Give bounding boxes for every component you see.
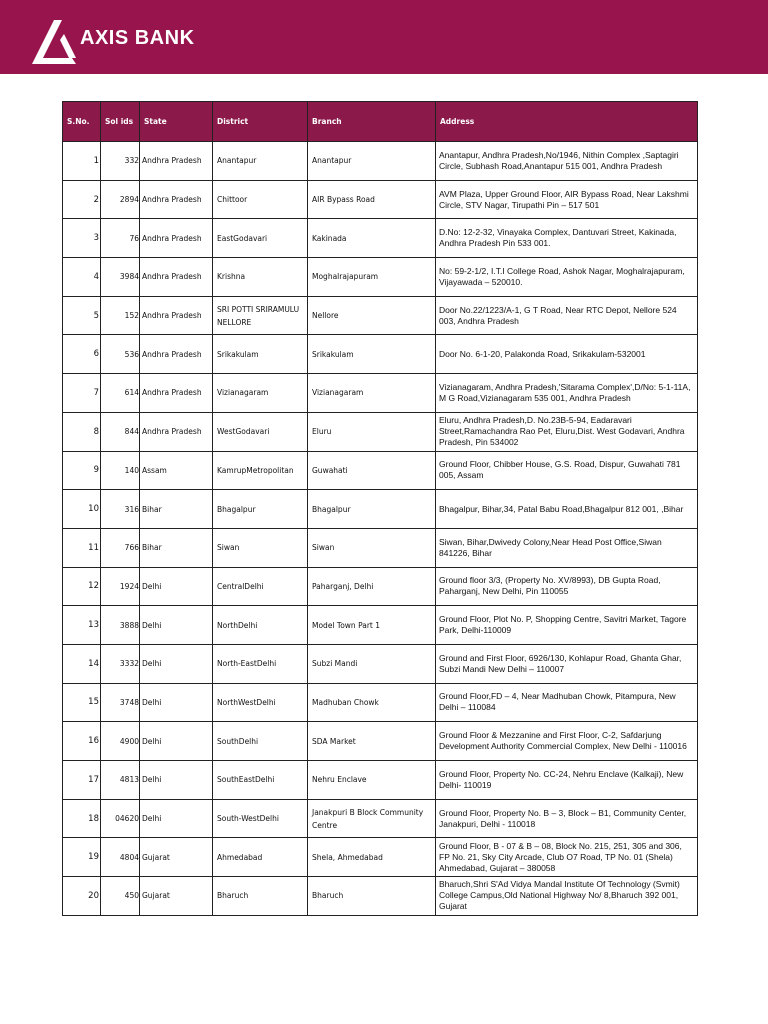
table-row <box>63 567 698 606</box>
cell-sol-id: 04620 <box>101 799 140 838</box>
table-body <box>63 142 698 916</box>
cell-branch: Janakpuri B Block Community Centre <box>308 799 436 838</box>
cell-address: Ground Floor, Plot No. P, Shopping Centre, Savitri Market, Tagore Park, Delhi-110009 <box>436 606 698 645</box>
table-row <box>63 838 698 877</box>
table-header-row <box>63 102 698 142</box>
cell-district: Bhagalpur <box>213 490 308 529</box>
cell-district: Chittoor <box>213 180 308 219</box>
cell-branch: Bhagalpur <box>308 490 436 529</box>
cell-state: Assam <box>140 451 213 490</box>
cell-branch: Shela, Ahmedabad <box>308 838 436 877</box>
cell-sno: 18 <box>63 799 101 838</box>
cell-sol-id: 844 <box>101 412 140 451</box>
cell-sol-id: 3984 <box>101 258 140 297</box>
header-bar <box>0 0 768 74</box>
cell-address: No: 59-2-1/2, I.T.I College Road, Ashok Nagar, Moghalrajapuram, Vijayawada – 520010. <box>436 258 698 297</box>
cell-sol-id: 140 <box>101 451 140 490</box>
cell-sol-id: 3748 <box>101 683 140 722</box>
cell-sol-id: 3888 <box>101 606 140 645</box>
cell-branch: Vizianagaram <box>308 374 436 413</box>
cell-branch: Siwan <box>308 528 436 567</box>
cell-address: Ground Floor,FD – 4, Near Madhuban Chowk, Pitampura, New Delhi – 110084 <box>436 683 698 722</box>
cell-address: D.No: 12-2-32, Vinayaka Complex, Dantuvari Street, Kakinada, Andhra Pradesh Pin 533 001. <box>436 219 698 258</box>
cell-branch: Nehru Enclave <box>308 761 436 800</box>
column-header-branch: Branch <box>308 102 436 142</box>
cell-sol-id: 1924 <box>101 567 140 606</box>
cell-address: Door No.22/1223/A-1, G T Road, Near RTC Depot, Nellore 524 003, Andhra Pradesh <box>436 296 698 335</box>
cell-sno: 7 <box>63 374 101 413</box>
cell-state: Gujarat <box>140 838 213 877</box>
cell-state: Andhra Pradesh <box>140 142 213 181</box>
table-row <box>63 799 698 838</box>
table-row <box>63 258 698 297</box>
cell-address: Door No. 6-1-20, Palakonda Road, Srikakulam-532001 <box>436 335 698 374</box>
cell-district: EastGodavari <box>213 219 308 258</box>
cell-district: Bharuch <box>213 877 308 916</box>
table-row <box>63 877 698 916</box>
cell-branch: Nellore <box>308 296 436 335</box>
table-row <box>63 722 698 761</box>
cell-district: WestGodavari <box>213 412 308 451</box>
table-row <box>63 219 698 258</box>
table-row <box>63 490 698 529</box>
cell-sol-id: 536 <box>101 335 140 374</box>
cell-address: AVM Plaza, Upper Ground Floor, AIR Bypass Road, Near Lakshmi Circle, STV Nagar, Tirupathi Pin – 517 501 <box>436 180 698 219</box>
cell-sno: 13 <box>63 606 101 645</box>
cell-address: Bharuch,Shri S'Ad Vidya Mandal Institute Of Technology (Svmit) College Campus,Old National Highway No/ 8,Bharuch 392 001, Gujarat <box>436 877 698 916</box>
cell-state: Delhi <box>140 606 213 645</box>
cell-state: Andhra Pradesh <box>140 335 213 374</box>
cell-sol-id: 3332 <box>101 644 140 683</box>
cell-state: Delhi <box>140 722 213 761</box>
cell-district: CentralDelhi <box>213 567 308 606</box>
table-row <box>63 335 698 374</box>
cell-state: Delhi <box>140 567 213 606</box>
cell-state: Delhi <box>140 799 213 838</box>
cell-sol-id: 316 <box>101 490 140 529</box>
cell-branch: Moghalrajapuram <box>308 258 436 297</box>
column-header-address: Address <box>436 102 698 142</box>
column-header-state: State <box>140 102 213 142</box>
cell-district: Ahmedabad <box>213 838 308 877</box>
cell-sno: 8 <box>63 412 101 451</box>
cell-state: Delhi <box>140 644 213 683</box>
table-row <box>63 374 698 413</box>
cell-sol-id: 2894 <box>101 180 140 219</box>
cell-branch: Subzi Mandi <box>308 644 436 683</box>
cell-branch: Madhuban Chowk <box>308 683 436 722</box>
cell-branch: Anantapur <box>308 142 436 181</box>
table-row <box>63 412 698 451</box>
cell-district: Vizianagaram <box>213 374 308 413</box>
cell-sno: 5 <box>63 296 101 335</box>
cell-sno: 10 <box>63 490 101 529</box>
cell-state: Bihar <box>140 490 213 529</box>
cell-district: Siwan <box>213 528 308 567</box>
cell-branch: SDA Market <box>308 722 436 761</box>
table-row <box>63 761 698 800</box>
table-row <box>63 180 698 219</box>
cell-district: North-EastDelhi <box>213 644 308 683</box>
cell-sno: 12 <box>63 567 101 606</box>
cell-state: Gujarat <box>140 877 213 916</box>
cell-state: Andhra Pradesh <box>140 374 213 413</box>
cell-address: Vizianagaram, Andhra Pradesh,'Sitarama Complex',D/No: 5-1-11A, M G Road,Vizianagaram 535 001, Andhra Pradesh <box>436 374 698 413</box>
cell-branch: Paharganj, Delhi <box>308 567 436 606</box>
cell-address: Ground floor 3/3, (Property No. XV/8993), DB Gupta Road, Paharganj, New Delhi, Pin 110055 <box>436 567 698 606</box>
cell-state: Andhra Pradesh <box>140 412 213 451</box>
table-row <box>63 606 698 645</box>
cell-branch: Guwahati <box>308 451 436 490</box>
cell-sno: 1 <box>63 142 101 181</box>
cell-branch: Bharuch <box>308 877 436 916</box>
cell-sol-id: 76 <box>101 219 140 258</box>
cell-state: Andhra Pradesh <box>140 258 213 297</box>
table-row <box>63 142 698 181</box>
table-row <box>63 451 698 490</box>
cell-state: Andhra Pradesh <box>140 219 213 258</box>
table-row <box>63 683 698 722</box>
cell-branch: AIR Bypass Road <box>308 180 436 219</box>
column-header-sol-ids: Sol ids <box>101 102 140 142</box>
cell-sol-id: 332 <box>101 142 140 181</box>
cell-address: Eluru, Andhra Pradesh,D. No.23B-5-94, Eadaravari Street,Ramachandra Rao Pet, Eluru,Dist. West Godavari, Andhra Pradesh, Pin 534002 <box>436 412 698 451</box>
cell-sno: 6 <box>63 335 101 374</box>
cell-sno: 9 <box>63 451 101 490</box>
cell-address: Ground Floor, Property No. B – 3, Block – B1, Community Center, Janakpuri, Delhi - 110018 <box>436 799 698 838</box>
cell-district: SouthEastDelhi <box>213 761 308 800</box>
brand-name: AXIS BANK <box>80 27 195 49</box>
cell-sol-id: 4804 <box>101 838 140 877</box>
cell-branch: Kakinada <box>308 219 436 258</box>
cell-address: Ground Floor, B - 07 & B – 08, Block No. 215, 251, 305 and 306, FP No. 21, Sky City Arcade, Club O7 Road, TP No. 01 (Shela) Ahmedabad, Gujarat – 380058 <box>436 838 698 877</box>
cell-address: Ground Floor & Mezzanine and First Floor, C-2, Safdarjung Development Authority Commercial Complex, New Delhi - 110016 <box>436 722 698 761</box>
cell-sol-id: 152 <box>101 296 140 335</box>
cell-address: Ground and First Floor, 6926/130, Kohlapur Road, Ghanta Ghar, Subzi Mandi New Delhi – 110007 <box>436 644 698 683</box>
column-header-sno: S.No. <box>63 102 101 142</box>
cell-district: Krishna <box>213 258 308 297</box>
cell-district: SouthDelhi <box>213 722 308 761</box>
cell-sno: 20 <box>63 877 101 916</box>
cell-sno: 16 <box>63 722 101 761</box>
cell-district: Anantapur <box>213 142 308 181</box>
table-row <box>63 528 698 567</box>
cell-district: Srikakulam <box>213 335 308 374</box>
cell-sno: 19 <box>63 838 101 877</box>
cell-state: Delhi <box>140 683 213 722</box>
cell-address: Siwan, Bihar,Dwivedy Colony,Near Head Post Office,Siwan 841226, Bihar <box>436 528 698 567</box>
axis-logo-mark-accent <box>60 34 76 58</box>
cell-sol-id: 4813 <box>101 761 140 800</box>
cell-branch: Eluru <box>308 412 436 451</box>
cell-state: Delhi <box>140 761 213 800</box>
table-row <box>63 296 698 335</box>
cell-sno: 4 <box>63 258 101 297</box>
cell-address: Ground Floor, Property No. CC-24, Nehru Enclave (Kalkaji), New Delhi- 110019 <box>436 761 698 800</box>
cell-address: Bhagalpur, Bihar,34, Patal Babu Road,Bhagalpur 812 001, ,Bihar <box>436 490 698 529</box>
cell-sol-id: 766 <box>101 528 140 567</box>
column-header-district: District <box>213 102 308 142</box>
cell-sno: 2 <box>63 180 101 219</box>
cell-sno: 15 <box>63 683 101 722</box>
cell-state: Bihar <box>140 528 213 567</box>
cell-district: KamrupMetropolitan <box>213 451 308 490</box>
cell-sol-id: 4900 <box>101 722 140 761</box>
table-row <box>63 644 698 683</box>
cell-sno: 11 <box>63 528 101 567</box>
cell-district: SRI POTTI SRIRAMULU NELLORE <box>213 296 308 335</box>
cell-branch: Srikakulam <box>308 335 436 374</box>
cell-district: NorthWestDelhi <box>213 683 308 722</box>
cell-branch: Model Town Part 1 <box>308 606 436 645</box>
cell-sno: 17 <box>63 761 101 800</box>
cell-address: Ground Floor, Chibber House, G.S. Road, Dispur, Guwahati 781 005, Assam <box>436 451 698 490</box>
cell-sno: 3 <box>63 219 101 258</box>
cell-sol-id: 614 <box>101 374 140 413</box>
cell-state: Andhra Pradesh <box>140 180 213 219</box>
cell-sno: 14 <box>63 644 101 683</box>
cell-sol-id: 450 <box>101 877 140 916</box>
branch-table <box>62 101 698 916</box>
cell-district: NorthDelhi <box>213 606 308 645</box>
cell-state: Andhra Pradesh <box>140 296 213 335</box>
cell-district: South-WestDelhi <box>213 799 308 838</box>
cell-address: Anantapur, Andhra Pradesh,No/1946, Nithin Complex ,Saptagiri Circle, Subhash Road,Anantapur 515 001, Andhra Pradesh <box>436 142 698 181</box>
